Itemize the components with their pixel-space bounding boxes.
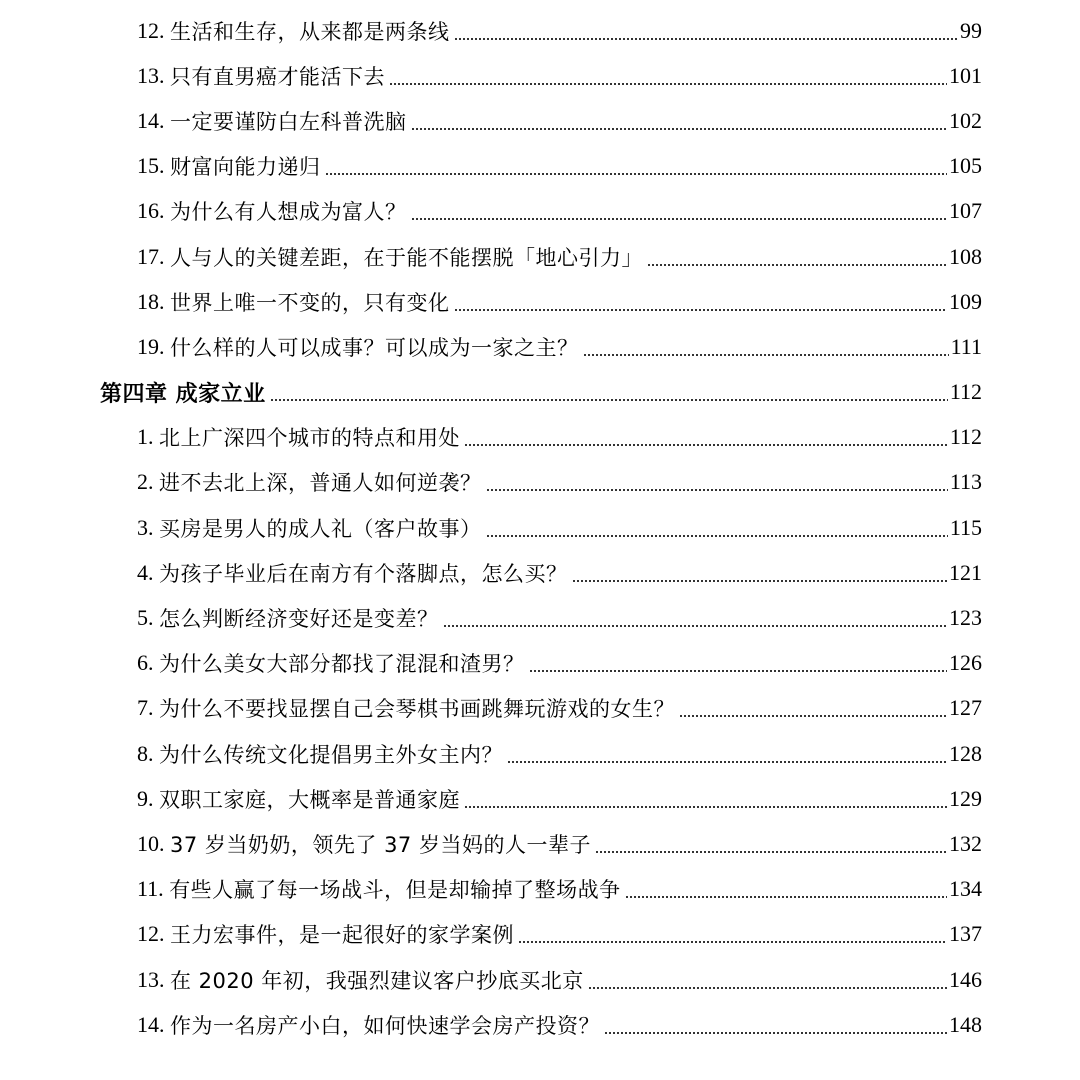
page-number: 121 xyxy=(949,559,982,585)
entry-number: 9. xyxy=(137,785,159,811)
table-of-contents xyxy=(0,8,1080,1047)
entry-number: 18. xyxy=(137,288,170,314)
page-number: 113 xyxy=(949,469,982,495)
entry-title: 买房是男人的成人礼（客户故事） xyxy=(159,516,482,541)
dot-leader xyxy=(325,173,948,175)
entry-title: 为什么美女大部分都找了混混和渣男？ xyxy=(159,652,525,677)
dot-leader xyxy=(679,715,947,717)
entry-title: 作为一名房产小白，如何快速学会房产投资？ xyxy=(170,1013,600,1038)
chapter-title: 第四章 成家立业 xyxy=(100,381,266,407)
dot-leader xyxy=(411,128,948,130)
dot-leader xyxy=(595,851,947,853)
toc-entry xyxy=(0,595,1080,640)
dot-leader xyxy=(454,38,959,40)
toc-entry xyxy=(0,324,1080,369)
entry-number: 5. xyxy=(137,605,159,631)
entry-number: 4. xyxy=(137,559,159,585)
entry-number: 16. xyxy=(137,198,170,224)
toc-entry xyxy=(0,234,1080,279)
toc-entry xyxy=(0,189,1080,234)
dot-leader xyxy=(583,354,949,356)
dot-leader xyxy=(572,580,948,582)
entry-title: 在 2020 年初，我强烈建议客户抄底买北京 xyxy=(170,968,584,993)
dot-leader xyxy=(486,489,948,491)
dot-leader xyxy=(625,896,947,898)
dot-leader xyxy=(389,83,947,85)
entry-number: 6. xyxy=(137,650,159,676)
entry-title: 为孩子毕业后在南方有个落脚点，怎么买？ xyxy=(159,561,568,586)
entry-number: 10. xyxy=(137,830,170,856)
entry-number: 2. xyxy=(137,469,159,495)
toc-entry xyxy=(0,460,1080,505)
entry-title: 为什么不要找显摆自己会琴棋书画跳舞玩游戏的女生？ xyxy=(159,697,675,722)
entry-number: 12. xyxy=(137,921,170,947)
entry-number: 11. xyxy=(137,876,170,902)
dot-leader xyxy=(529,670,948,672)
entry-number: 12. xyxy=(137,17,170,43)
entry-title: 财富向能力递归 xyxy=(170,155,321,180)
toc-entry xyxy=(0,505,1080,550)
toc-entry xyxy=(0,867,1080,912)
page-number: 128 xyxy=(949,740,982,766)
entry-title: 北上广深四个城市的特点和用处 xyxy=(159,426,460,451)
entry-number: 3. xyxy=(137,514,159,540)
entry-number: 14. xyxy=(137,107,170,133)
toc-entry xyxy=(0,1002,1080,1047)
toc-entry xyxy=(0,98,1080,143)
toc-entry xyxy=(0,912,1080,957)
entry-title: 进不去北上深，普通人如何逆袭？ xyxy=(159,471,482,496)
entry-title: 一定要谨防白左科普洗脑 xyxy=(170,109,407,134)
page-number: 129 xyxy=(949,785,982,811)
entry-title: 生活和生存，从来都是两条线 xyxy=(170,19,450,44)
page-number: 115 xyxy=(949,514,982,540)
page-number: 101 xyxy=(949,62,982,88)
page-number: 108 xyxy=(949,243,982,269)
dot-leader xyxy=(464,806,947,808)
page-number: 146 xyxy=(949,966,982,992)
page-number: 123 xyxy=(949,605,982,631)
dot-leader xyxy=(588,987,947,989)
page-number: 127 xyxy=(949,695,982,721)
page-number: 109 xyxy=(949,288,982,314)
dot-leader xyxy=(443,625,948,627)
entry-title: 世界上唯一不变的，只有变化 xyxy=(170,290,450,315)
entry-title: 什么样的人可以成事？可以成为一家之主？ xyxy=(170,335,579,360)
page-number: 99 xyxy=(960,17,982,43)
toc-entry xyxy=(0,731,1080,776)
entry-title: 有些人赢了每一场战斗，但是却输掉了整场战争 xyxy=(169,878,621,903)
entry-title: 双职工家庭，大概率是普通家庭 xyxy=(159,787,460,812)
entry-number: 8. xyxy=(137,740,159,766)
page-number: 102 xyxy=(949,107,982,133)
dot-leader xyxy=(507,761,947,763)
entry-number: 13. xyxy=(137,966,170,992)
entry-title: 怎么判断经济变好还是变差？ xyxy=(159,607,439,632)
entry-number: 14. xyxy=(137,1011,170,1037)
entry-number: 1. xyxy=(137,424,159,450)
toc-entry xyxy=(0,957,1080,1002)
toc-entry xyxy=(0,279,1080,324)
page-number: 112 xyxy=(949,379,982,405)
page-number: 137 xyxy=(949,921,982,947)
dot-leader xyxy=(518,941,947,943)
page-number: 148 xyxy=(949,1011,982,1037)
entry-number: 19. xyxy=(137,333,170,359)
toc-entry xyxy=(0,641,1080,686)
dot-leader xyxy=(464,444,948,446)
entry-number: 13. xyxy=(137,62,170,88)
dot-leader xyxy=(604,1032,947,1034)
page-number: 126 xyxy=(949,650,982,676)
entry-number: 15. xyxy=(137,153,170,179)
dot-leader xyxy=(411,218,948,220)
entry-title: 王力宏事件，是一起很好的家学案例 xyxy=(170,923,514,948)
entry-title: 为什么传统文化提倡男主外女主内？ xyxy=(159,742,503,767)
entry-title: 为什么有人想成为富人？ xyxy=(170,200,407,225)
toc-entry xyxy=(0,821,1080,866)
toc-entry xyxy=(0,53,1080,98)
page-number: 107 xyxy=(949,198,982,224)
toc-entry xyxy=(0,415,1080,460)
page-number: 112 xyxy=(949,424,982,450)
entry-title: 只有直男癌才能活下去 xyxy=(170,64,385,89)
page-number: 134 xyxy=(949,876,982,902)
toc-chapter-heading xyxy=(0,370,1080,415)
toc-entry xyxy=(0,776,1080,821)
dot-leader xyxy=(486,535,948,537)
entry-number: 7. xyxy=(137,695,159,721)
toc-entry xyxy=(0,144,1080,189)
dot-leader xyxy=(454,309,948,311)
toc-entry xyxy=(0,686,1080,731)
toc-entry xyxy=(0,550,1080,595)
toc-entry xyxy=(0,8,1080,53)
page-number: 105 xyxy=(949,153,982,179)
page-number: 111 xyxy=(950,333,982,359)
page-number: 132 xyxy=(949,830,982,856)
entry-title: 人与人的关键差距，在于能不能摆脱「地心引力」 xyxy=(170,245,643,270)
dot-leader xyxy=(270,399,948,401)
entry-number: 17. xyxy=(137,243,170,269)
entry-title: 37 岁当奶奶，领先了 37 岁当妈的人一辈子 xyxy=(170,832,591,857)
dot-leader xyxy=(647,264,947,266)
